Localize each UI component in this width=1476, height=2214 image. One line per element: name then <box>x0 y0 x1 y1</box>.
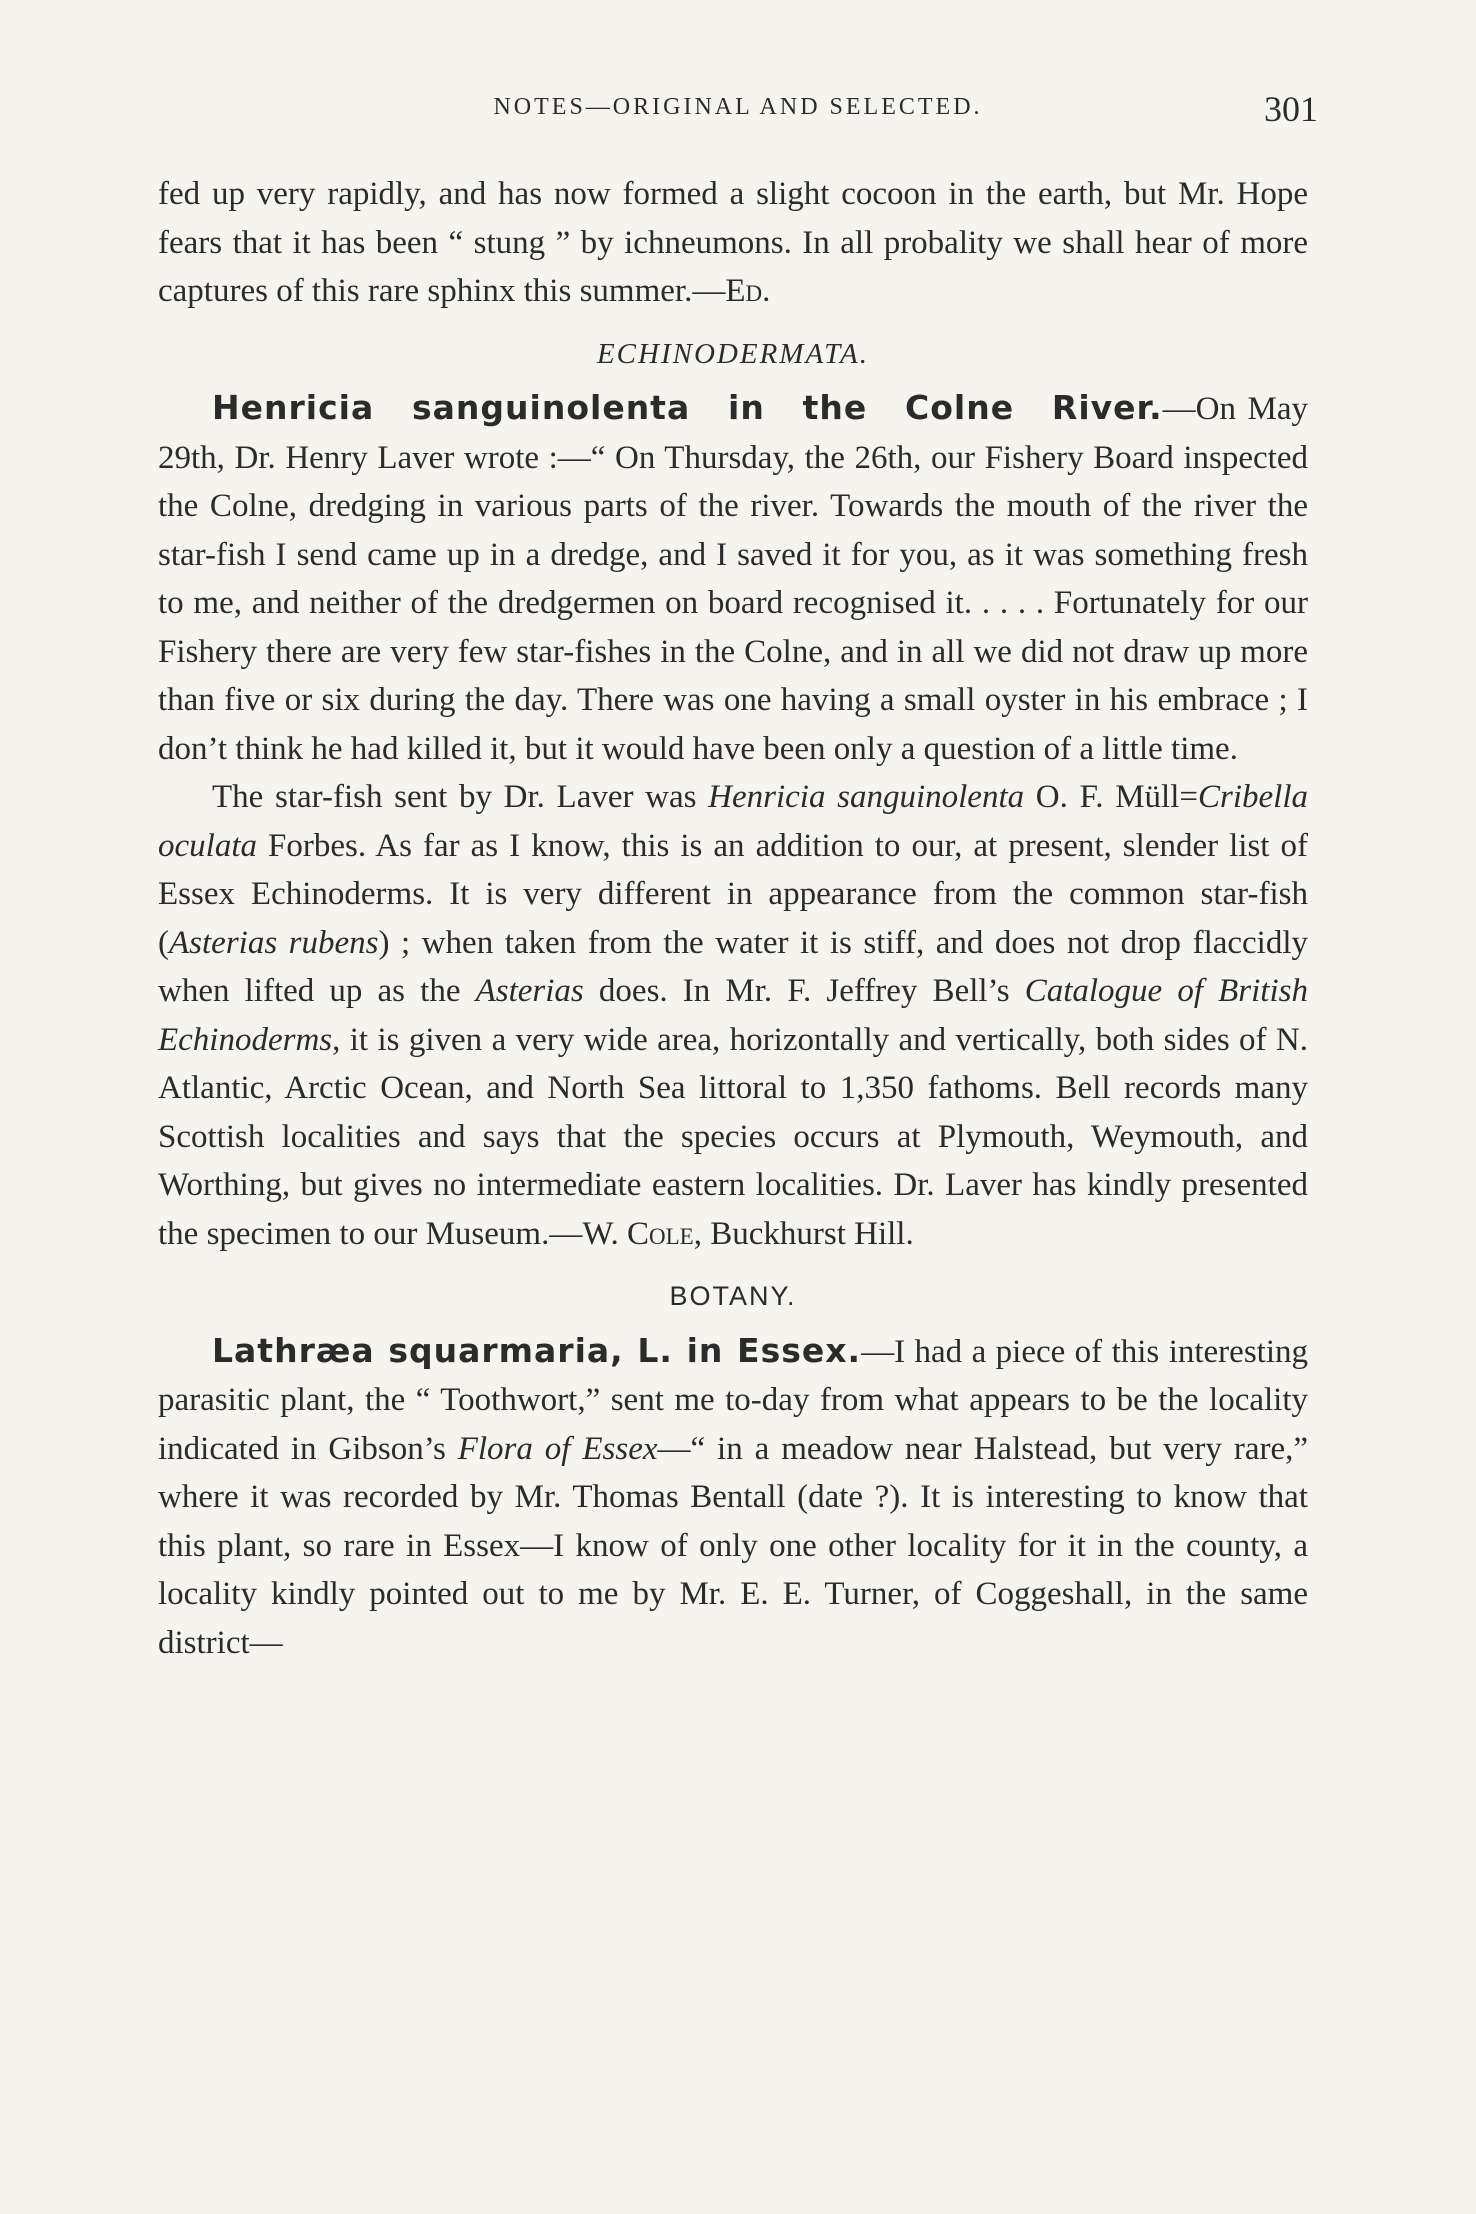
section-heading-botany: BOTANY. <box>669 1281 797 1311</box>
author-signature: Cole <box>626 1215 694 1252</box>
paragraph-lathraea <box>158 1327 1308 1668</box>
paragraph-henricia <box>158 384 1308 773</box>
page-header <box>158 88 1318 128</box>
page-number: 301 <box>1264 89 1318 129</box>
paragraph-starfish <box>158 773 1308 1258</box>
running-head: NOTES—ORIGINAL AND SELECTED. <box>493 94 983 120</box>
text-run: does. In Mr. F. Jeffrey Bell’s <box>583 973 1025 1009</box>
species-name: Asterias <box>475 973 584 1009</box>
paragraph-text: fed up very rapidly, and has now formed a slight cocoon in the earth, but Mr. Hope fears that it has been “ stung ” by ichneumons. In all probality we shall hear of more captures of this rare sphinx this summer.— <box>158 176 1308 309</box>
text-run: Forbes. As far as I know, this is an addition to our, at present, slender list of Essex Echinoderms. It is very different in appearance from the common star-fish ( <box>158 827 1308 961</box>
book-title: Catalogue of British Echinoderms <box>158 973 1308 1058</box>
text-run: —I had a piece of this interesting parasitic plant, the “ Toothwort,” sent me to-day from what appears to be the locality indicated in Gibson’s <box>158 1333 1308 1467</box>
note-title-henricia: Henricia sanguinolenta in the Colne River. <box>212 388 1163 427</box>
section-heading-echinodermata: ECHINODERMATA. <box>596 337 870 370</box>
editor-signature: Ed. <box>725 273 771 309</box>
text-run: The star-fish sent by Dr. Laver was <box>212 779 709 815</box>
text-run: ) ; when taken from the water it is stiff, and does not drop flaccidly when lifted up as the <box>158 924 1309 1009</box>
species-name: Cribella oculata <box>158 779 1308 864</box>
text-run: O. F. Müll= <box>1024 779 1198 815</box>
species-name: Henricia sanguinolenta <box>708 779 1025 815</box>
book-title: Flora of Essex <box>457 1430 658 1467</box>
species-name: Asterias rubens <box>169 924 379 961</box>
note-title-lathraea: Lathræa squarmaria, L. in Essex. <box>212 1330 862 1370</box>
text-run: , it is given a very wide area, horizontally and vertically, both sides of N. Atlantic, Arctic Ocean, and North Sea littoral to 1,350 fathoms. Bell records many Scottish localities and says that the species occurs at Plymouth, Weymouth, and Worthing, but gives no intermediate eastern localities. Dr. Laver has kindly presented the specimen to our Museum.—W. <box>158 1021 1308 1252</box>
text-run: , Buckhurst Hill. <box>693 1215 914 1252</box>
paragraph-text: —On May 29th, Dr. Henry Laver wrote :—“ On Thursday, the 26th, our Fishery Board inspected the Colne, dredging in various parts of the river. Towards the mouth of the river the star-fish I send came up in a dredge, and I saved it for you, as it was something fresh to me, and neither of the dredgermen on board recognised it. . . . . Fortunately for our Fishery there are very few star-fishes in the Colne, and in all we did not draw up more than five or six during the day. There was one having a small oyster in his embrace ; I don’t think he had killed it, but it would have been only a question of a little time. <box>158 391 1308 767</box>
text-run: —“ in a meadow near Halstead, but very rare,” where it was recorded by Mr. Thomas Bentall (date ?). It is interesting to know that this plant, so rare in Essex—I know of only one other locality for it in the county, a locality kindly pointed out to me by Mr. E. E. Turner, of Coggeshall, in the same district— <box>158 1430 1308 1661</box>
paragraph-continuation <box>158 170 1308 316</box>
page-body <box>158 170 1308 1667</box>
